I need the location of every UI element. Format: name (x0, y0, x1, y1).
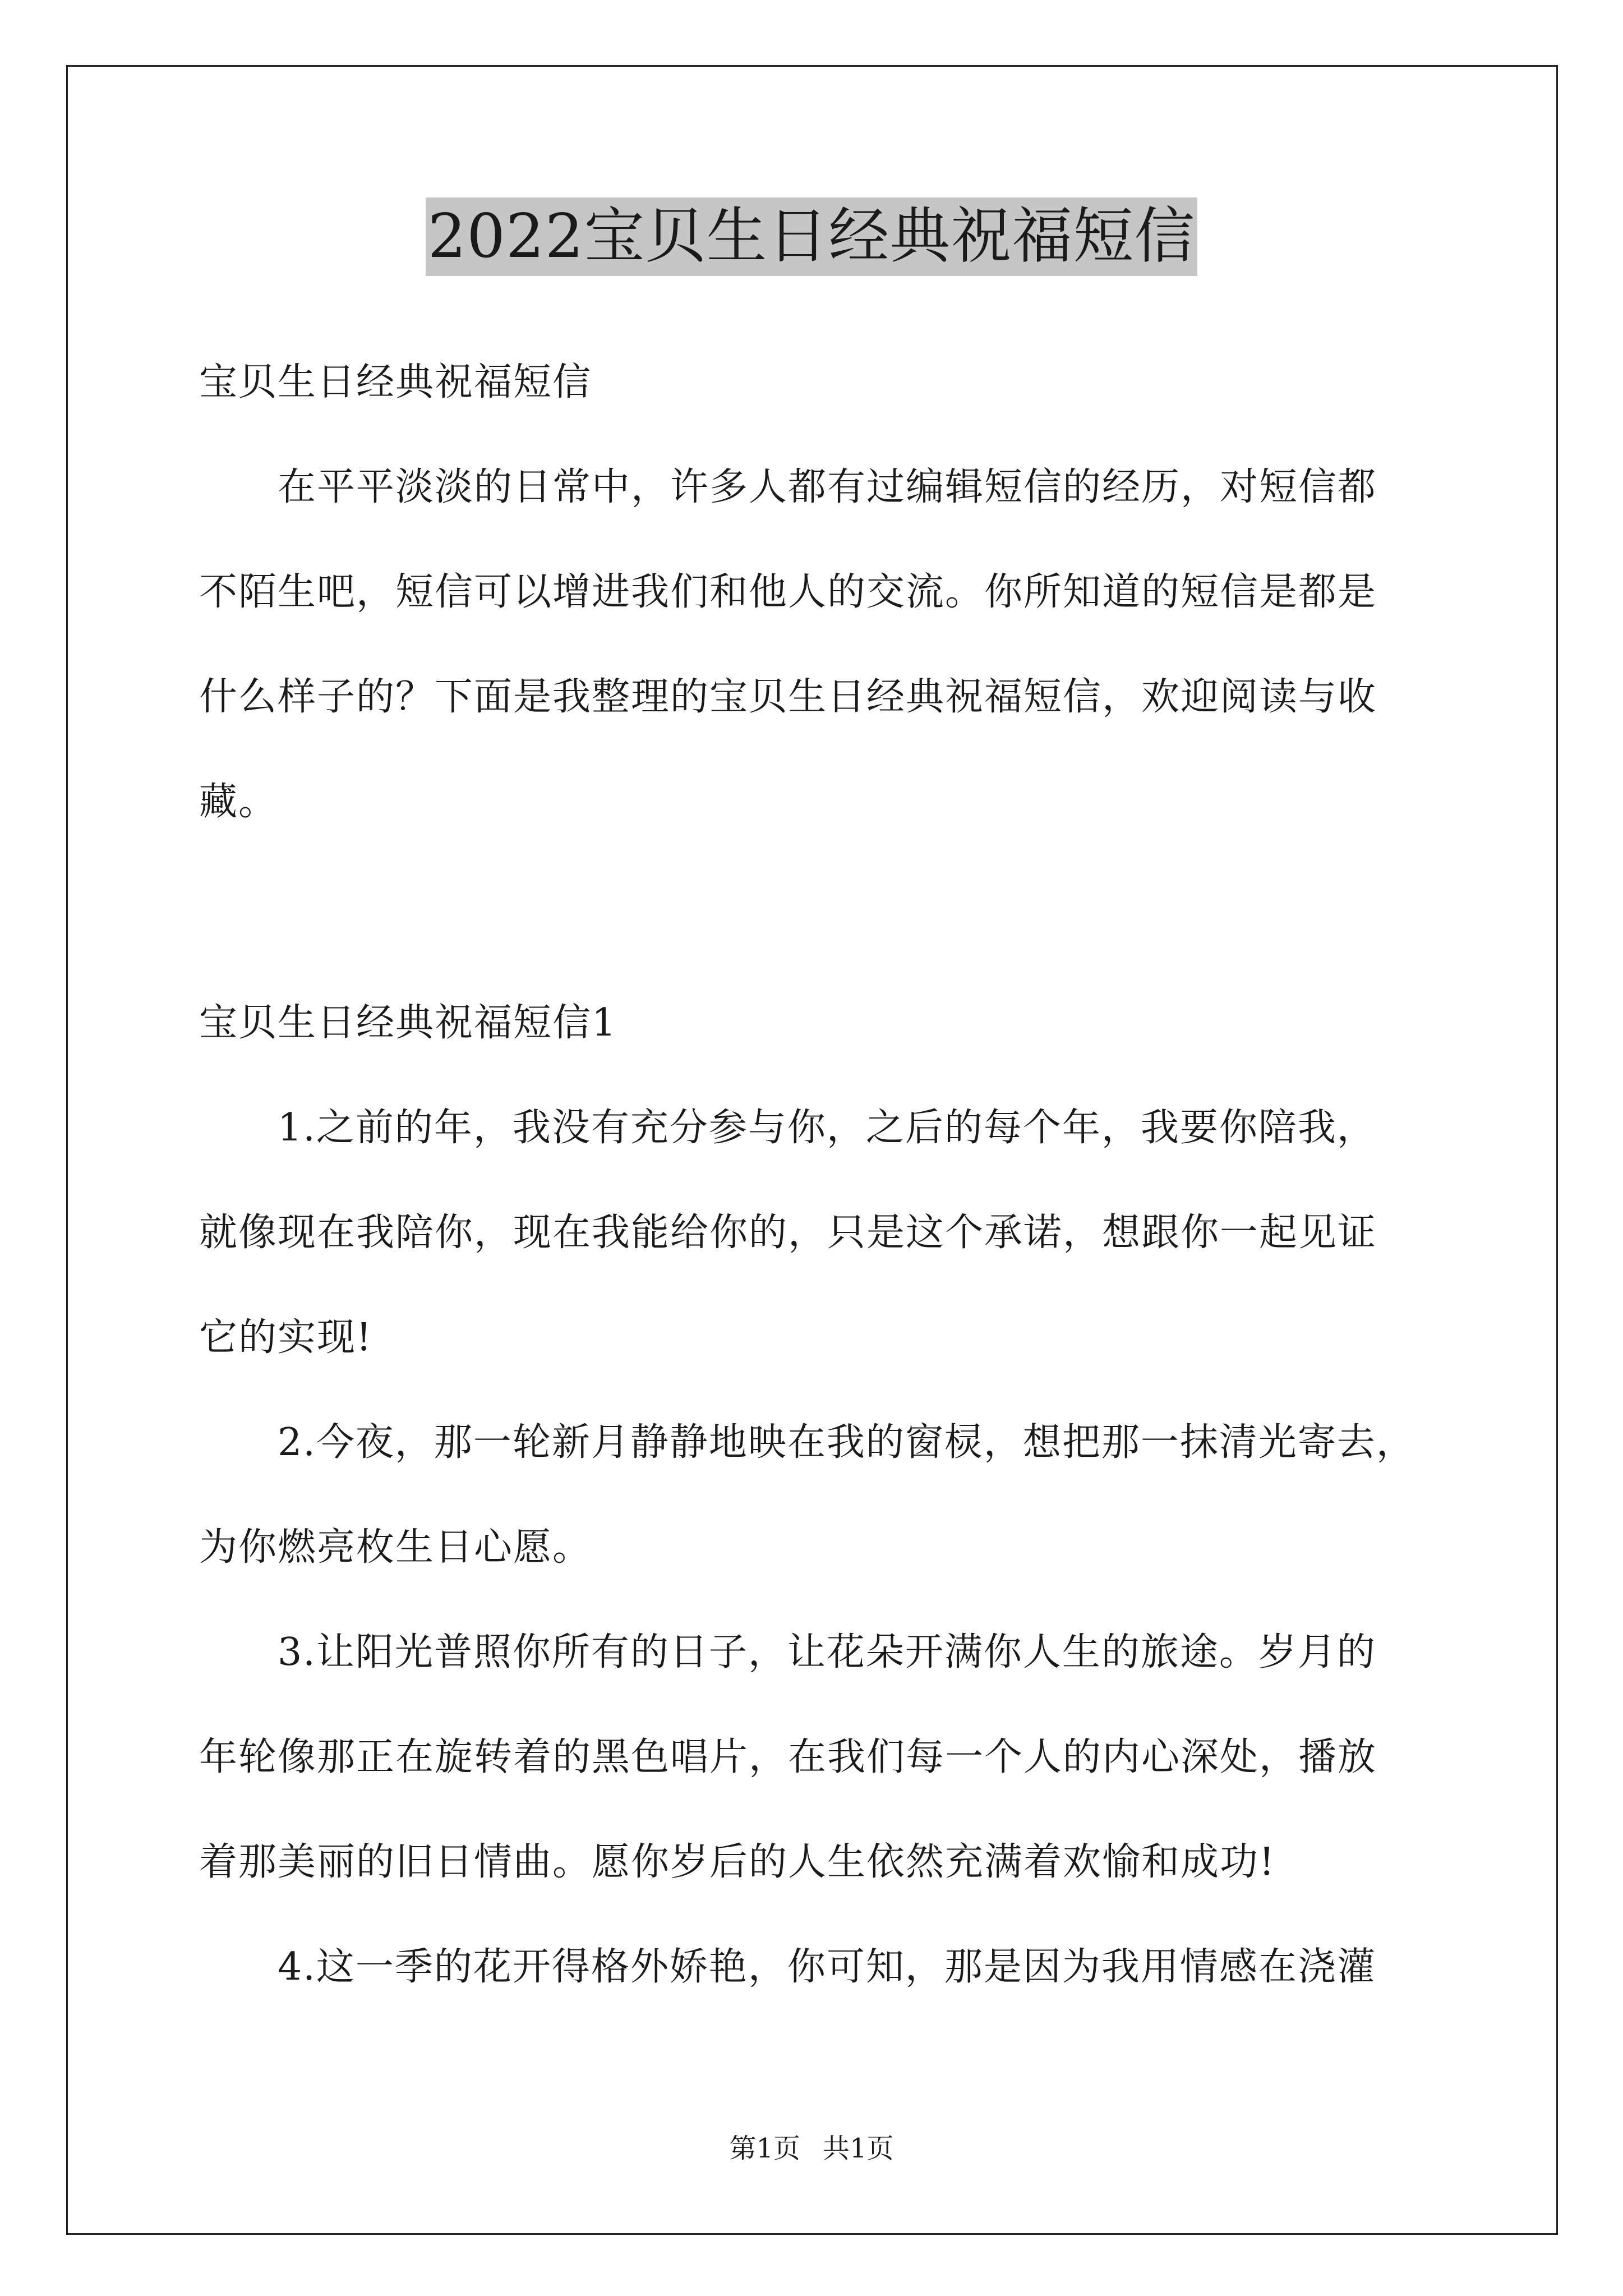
item-3-line: 着那美丽的旧日情曲。愿你岁后的人生依然充满着欢愉和成功! (199, 1840, 1276, 1884)
document-title (0, 197, 1623, 276)
page-number-current: 第1页 (729, 2133, 800, 2164)
intro-line: 不陌生吧，短信可以增进我们和他人的交流。你所知道的短信是都是 (199, 570, 1377, 614)
document-title-text: 2022宝贝生日经典祝福短信 (426, 197, 1198, 276)
item-2-line: 2.今夜，那一轮新月静静地映在我的窗棂，想把那一抹清光寄去， (278, 1420, 1415, 1465)
item-1-line: 它的实现! (199, 1315, 373, 1360)
item-4-line: 4.这一季的花开得格外娇艳，你可知，那是因为我用情感在浇灌 (278, 1945, 1376, 1989)
intro-line: 什么样子的？下面是我整理的宝贝生日经典祝福短信，欢迎阅读与收 (199, 675, 1377, 719)
intro-line: 在平平淡淡的日常中，许多人都有过编辑短信的经历，对短信都 (278, 465, 1377, 509)
item-1-line: 1.之前的年，我没有充分参与你，之后的每个年，我要你陪我， (278, 1106, 1376, 1150)
item-1-line: 就像现在我陪你，现在我能给你的，只是这个承诺，想跟你一起见证 (199, 1211, 1377, 1255)
document-subtitle: 宝贝生日经典祝福短信 (199, 360, 592, 404)
page-footer (0, 2132, 1623, 2165)
page-number-total: 共1页 (823, 2133, 894, 2164)
item-3-line: 年轮像那正在旋转着的黑色唱片，在我们每一个人的内心深处，播放 (199, 1735, 1377, 1779)
item-3-line: 3.让阳光普照你所有的日子，让花朵开满你人生的旅途。岁月的 (278, 1630, 1376, 1674)
intro-line: 藏。 (199, 780, 278, 824)
section-heading: 宝贝生日经典祝福短信1 (199, 1001, 617, 1045)
item-2-line: 为你燃亮枚生日心愿。 (199, 1525, 592, 1570)
